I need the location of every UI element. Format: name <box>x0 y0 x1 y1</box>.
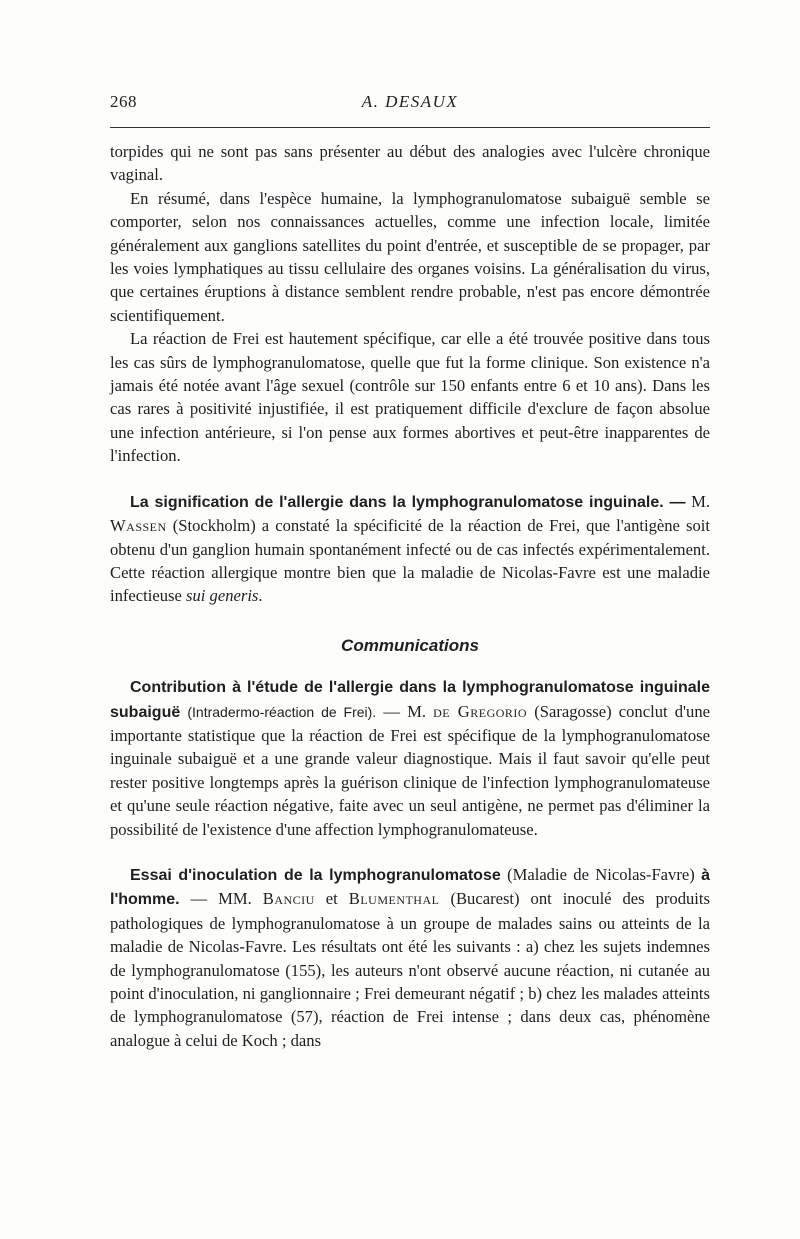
abstract-essai <box>110 863 710 1052</box>
spacer <box>110 841 710 863</box>
abstract-paren: (Maladie de Nicolas-Favre) <box>507 864 695 884</box>
paragraph-frei: La réaction de Frei est hautement spécifique, car elle a été trouvée positive dans tous les cas sûrs de lymphogranulomatose, quelle que fut la forme clinique. Son existence n'a jamais été notée avant l'âge sexuel (contrôle sur 150 enfants entre 6 et 10 ans). Dans les cas rares à positivité injustifiée, il est pratiquement difficile d'exclure de façon absolue une infection antérieure, si l'on pense aux formes abortives et peut-être inapparentes de l'infection. <box>110 329 710 466</box>
author-name: de Gregorio <box>433 701 528 721</box>
abstract-heading: Contribution à l'étude de l'allergie dans la lymphogranulomatose inguinale subaiguë <box>110 679 710 721</box>
abstract-text: (Saragosse) conclut d'une importante statistique que la réaction de Frei est spécifique de la lymphogranulomatose inguinale subaiguë et a une grande valeur diagnostique. Mais il faut savoir qu'elle peut rester positive longtemps après la guérison clinique de l'infection lymphogranulomateuse et qu'une seule réaction négative, faite avec un seul antigène, ne permet pas d'éliminer la possibilité de l'existence d'une affection lymphogranulomateuse. <box>110 701 710 839</box>
abstract-contribution <box>110 675 710 841</box>
end-punct: . <box>258 586 263 606</box>
abstract-heading: Essai d'inoculation de la lymphogranulomatose <box>130 866 501 884</box>
italic-phrase: sui generis <box>186 586 259 606</box>
author-name: Banciu <box>262 889 315 909</box>
abstract-allergie <box>110 490 710 608</box>
abstract-text: (Stockholm) a constaté la spécificité de la réaction de Frei, que l'antigène soit obtenu d'un ganglion humain spontanément infecté ou de cas infectés expérimentalement. Cette réaction allergique montre bien que la maladie de Nicolas-Favre est une maladie infectieuse <box>110 516 710 606</box>
abstract-heading: La signification de l'allergie dans la lymphogranulomatose inguinale. — <box>130 493 686 511</box>
paragraph-continuation: torpides qui ne sont pas sans présenter au début des analogies avec l'ulcère chronique vaginal. <box>110 142 710 185</box>
page-number: 268 <box>110 92 137 111</box>
page-header <box>110 92 710 122</box>
abstract-heading-end: à l'homme. <box>110 866 710 909</box>
conjunction: et <box>314 889 349 909</box>
spacer <box>110 468 710 490</box>
dash: — MM. <box>179 889 263 909</box>
author-prefix: M. <box>691 491 710 511</box>
abstract-text: (Bucarest) ont inoculé des produits pathologiques de lymphogranulomatose à un groupe de malades sains ou atteints de la maladie de Nicolas-Favre. Les résultats ont été les suivants : a) chez les sujets indemnes de lymphogranulomatose (155), les auteurs n'ont observé aucune réaction, ni cutanée au point d'inoculation, ni ganglionnaire ; Frei demeurant négatif ; b) chez les malades atteints de lymphogranulomatose (57), réaction de Frei intense ; dans deux cas, phénomène analogue à celui de Koch ; dans <box>110 889 710 1050</box>
author-name: Blumenthal <box>348 889 440 909</box>
dash: — M. <box>376 701 434 721</box>
section-title: Communications <box>341 635 479 655</box>
paragraph-resume: En résumé, dans l'espèce humaine, la lymphogranulomatose subaiguë semble se comporter, selon nos connaissances actuelles, comme une infection locale, limitée généralement aux ganglions satellites du point d'entrée, et susceptible de se propager, par les voies lymphatiques au tissu cellulaire des organes voisins. La généralisation du virus, que certaines éruptions à distance semblent rendre probable, n'est pas encore démontrée scientifiquement. <box>110 188 710 325</box>
article-body <box>110 140 710 1052</box>
author-name: Wassen <box>110 516 167 536</box>
header-rule <box>110 127 710 128</box>
running-head: A. DESAUX <box>361 92 459 111</box>
abstract-subtitle: (Intradermo-réaction de Frei). <box>187 703 377 720</box>
